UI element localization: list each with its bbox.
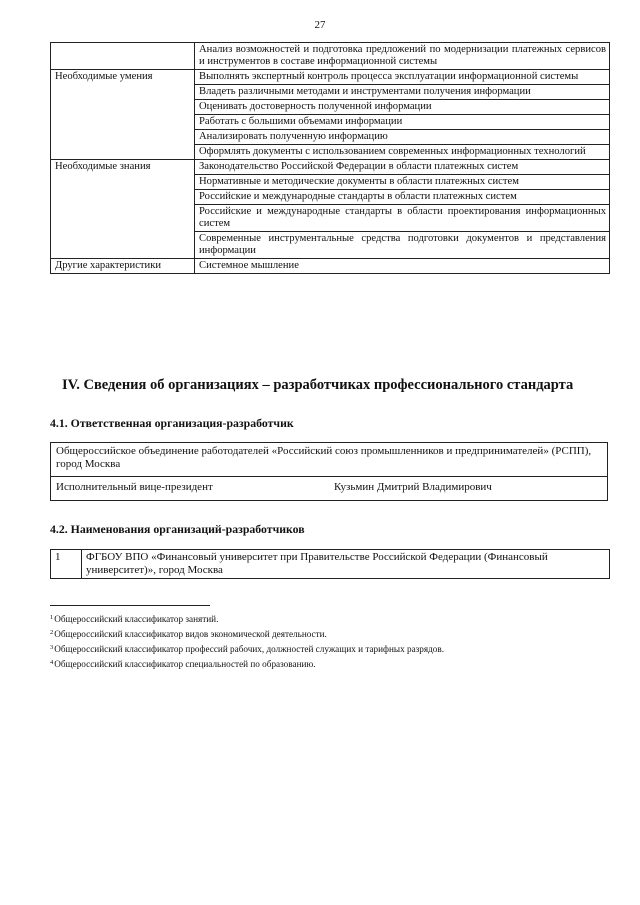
qualification-table [50,42,610,274]
responsible-org-box [50,442,608,501]
footnote-mark: 3 [50,644,54,651]
footnote-text: Общероссийский классификатор специальностей по образованию. [54,659,316,669]
table-row [51,259,610,274]
table-row [51,160,610,175]
other-label: Другие характеристики [51,259,195,274]
empty-label-cell [51,43,195,70]
footnote [50,641,610,656]
table-row [51,43,610,70]
footnote-text: Общероссийский классификатор видов экономической деятельности. [54,629,327,639]
developer-orgs-heading: 4.2. Наименования организаций-разработчиков [50,522,305,536]
developer-org-name: ФГБОУ ВПО «Финансовый университет при Правительстве Российской Федерации (Финансовый университет)», город Москва [82,550,610,579]
knowledge-item: Российские и международные стандарты в области проектирования информационных систем [195,205,610,232]
footnotes [50,611,610,671]
table-cell: Анализ возможностей и подготовка предложений по модернизации платежных сервисов и инструментов в составе информационной системы [195,43,610,70]
other-value: Системное мышление [195,259,610,274]
footnote-divider [50,605,210,606]
skill-item: Оценивать достоверность полученной информации [195,100,610,115]
responsible-org-heading: 4.1. Ответственная организация-разработчик [50,416,294,430]
page-number: 27 [314,19,326,31]
table-row [51,70,610,85]
org-signatory-row [50,477,608,501]
footnote-text: Общероссийский классификатор занятий. [54,614,219,624]
footnote [50,611,610,626]
signatory-position: Исполнительный вице-президент [56,481,213,493]
skill-item: Оформлять документы с использованием современных информационных технологий [195,145,610,160]
org-name: Общероссийское объединение работодателей «Российский союз промышленников и предпринимателей» (РСПП), город Москва [50,442,608,477]
row-number: 1 [51,550,82,579]
knowledge-item: Российские и международные стандарты в области платежных систем [195,190,610,205]
footnote-mark: 4 [50,659,54,666]
section-heading: IV. Сведения об организациях – разработчиках профессионального стандарта [62,377,574,393]
footnote [50,626,610,641]
footnote-mark: 2 [50,629,54,636]
developer-orgs-table [50,549,610,579]
skill-item: Работать с большими объемами информации [195,115,610,130]
skill-item: Выполнять экспертный контроль процесса эксплуатации информационной системы [195,70,610,85]
knowledge-label: Необходимые знания [51,160,195,259]
skill-item: Владеть различными методами и инструментами получения информации [195,85,610,100]
skill-item: Анализировать полученную информацию [195,130,610,145]
knowledge-item: Нормативные и методические документы в области платежных систем [195,175,610,190]
footnote [50,656,610,671]
table-row [51,550,610,579]
skills-label: Необходимые умения [51,70,195,160]
knowledge-item: Законодательство Российской Федерации в области платежных систем [195,160,610,175]
footnote-mark: 1 [50,614,54,621]
knowledge-item: Современные инструментальные средства подготовки документов и представления информации [195,232,610,259]
signatory-name: Кузьмин Дмитрий Владимирович [334,481,492,493]
footnote-text: Общероссийский классификатор профессий рабочих, должностей служащих и тарифных разрядов. [54,644,445,654]
